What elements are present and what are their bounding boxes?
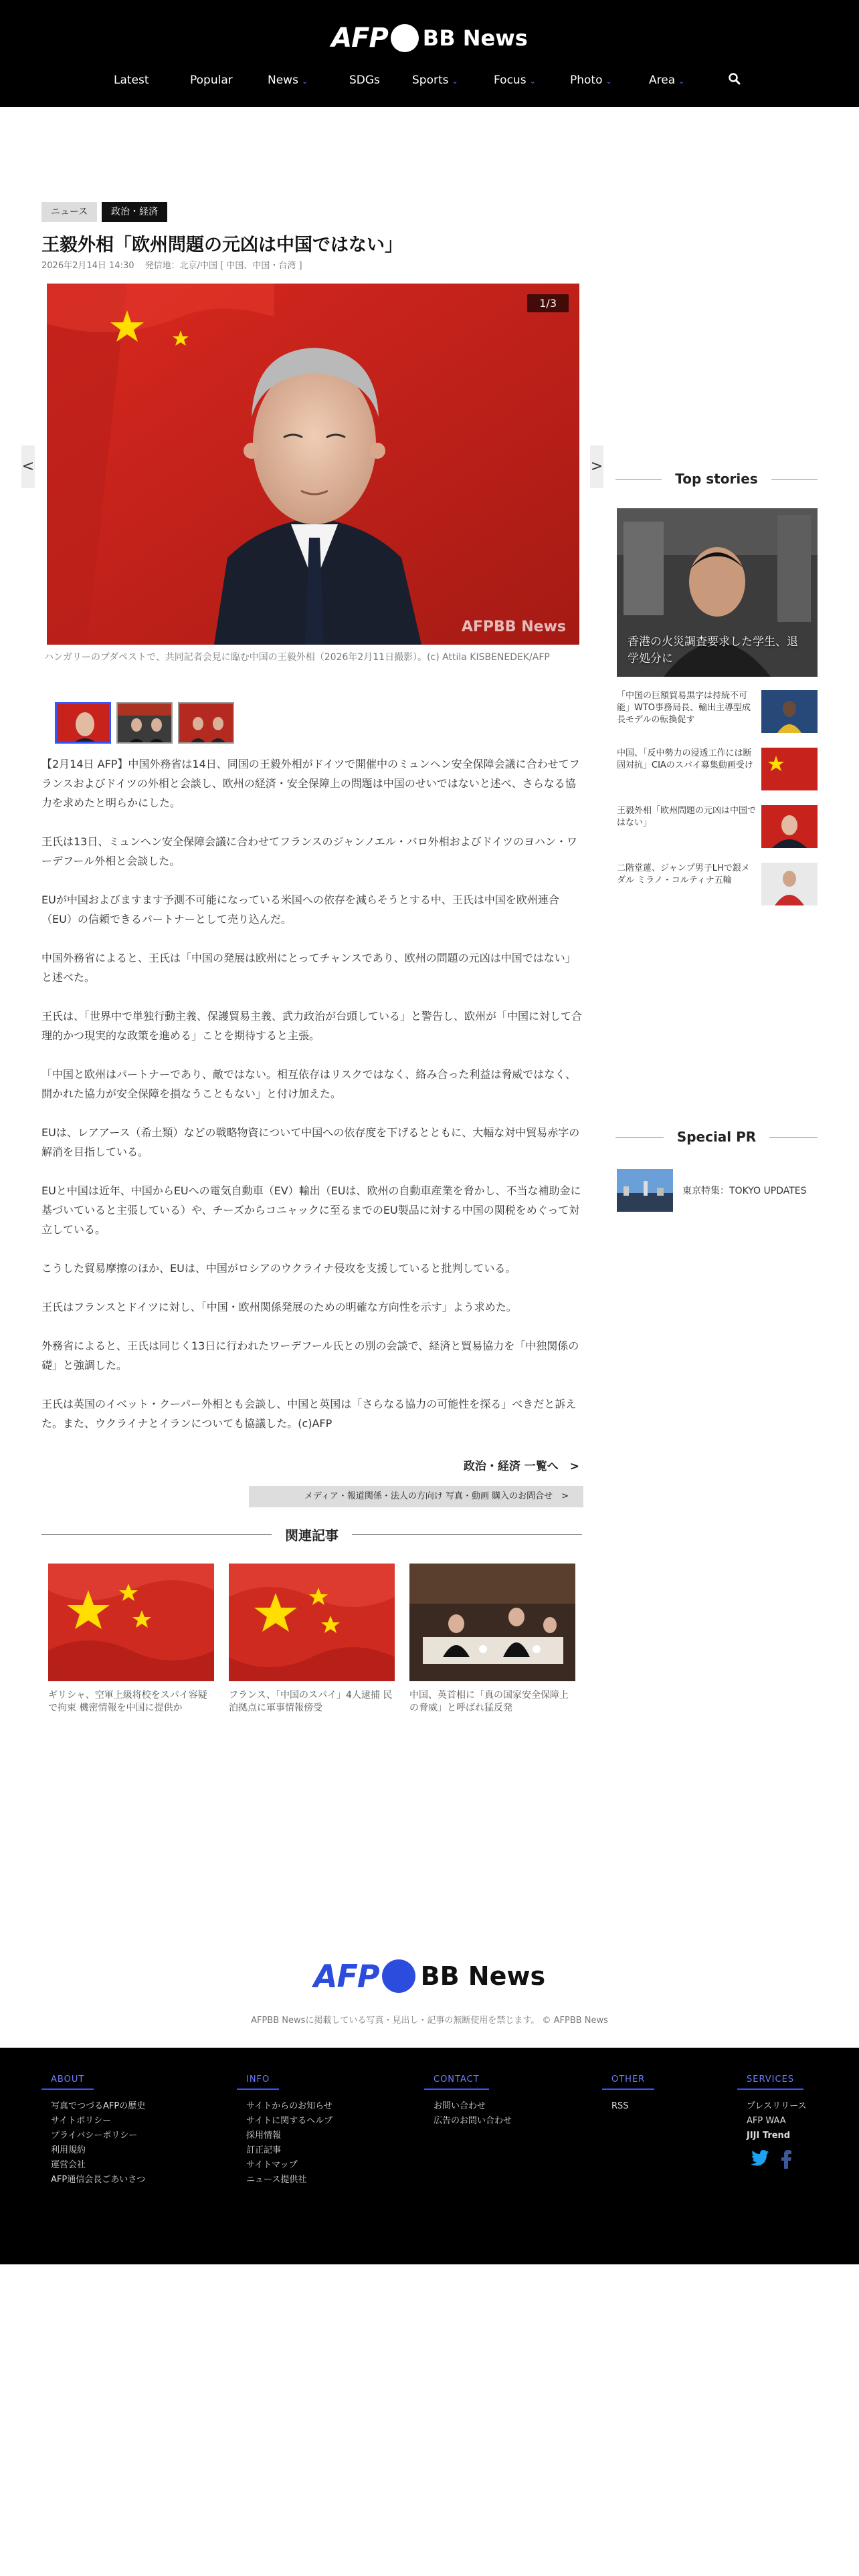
article-paragraph: EUが中国およびますます予測不可能になっている米国への依存を減らそうとする中、王氏は中国を欧州連合（EU）の信頼できるパートナーとして売り込んだ。 <box>41 893 559 926</box>
footer-link[interactable]: ニュース提供社 <box>246 2175 307 2185</box>
jiji-trend-link[interactable]: JIJI Trend <box>747 2131 791 2141</box>
related-article[interactable] <box>229 1564 395 1715</box>
logo-circle-icon <box>382 1959 415 1993</box>
footer-link[interactable]: サイトに関するヘルプ <box>246 2116 333 2126</box>
related-article-title: ギリシャ、空軍上級将校をスパイ容疑で拘束 機密情報を中国に提供か <box>48 1690 207 1713</box>
main-nav <box>0 67 859 96</box>
footer-link[interactable]: お問い合わせ <box>434 2101 486 2111</box>
top-story-thumbnail <box>761 690 818 733</box>
top-story-item[interactable] <box>617 690 818 734</box>
nav-latest[interactable]: Latest <box>114 74 149 87</box>
top-story-title: 王毅外相「欧州問題の元凶は中国ではない」 <box>617 806 757 828</box>
article-paragraph: EUと中国は近年、中国からEUへの電気自動車（EV）輸出（EUは、欧州の自動車産業を脅かし、不当な補助金に基づいていると主張している）や、チーズからコニャックに至るまでのEU製品に対する中国の関税をめぐって対立している。 <box>41 1184 581 1236</box>
top-story-thumbnail <box>761 863 818 905</box>
top-story-title: 二階堂蓮、ジャンプ男子LHで銀メダル ミラノ・コルティナ五輪 <box>617 863 750 885</box>
category-list-link[interactable]: 政治・経済 一覧へ > <box>463 1460 579 1473</box>
image-counter: 1/3 <box>527 294 569 312</box>
article-date: 2026年2月14日 14:30 <box>41 261 134 271</box>
logo-circle-icon <box>391 24 419 52</box>
chevron-down-icon: ⌄ <box>529 77 536 86</box>
top-stories-heading: Top stories <box>615 471 818 487</box>
pr-title: 東京特集：TOKYO UPDATES <box>682 1186 807 1196</box>
footer-link[interactable]: サイトポリシー <box>51 2116 112 2126</box>
article-paragraph: こうした貿易摩擦のほか、EUは、中国がロシアのウクライナ侵攻を支援していると批判している。 <box>41 1262 516 1275</box>
footer-link[interactable]: 利用規約 <box>51 2145 86 2155</box>
related-article[interactable] <box>409 1564 575 1715</box>
article-body <box>41 754 582 1453</box>
nav-sports[interactable]: Sports ⌄ <box>412 74 458 87</box>
footer-column-other: OTHER RSS <box>602 2072 654 2114</box>
footer-link[interactable]: 運営会社 <box>51 2160 86 2170</box>
social-links <box>737 2150 806 2171</box>
nav-news[interactable]: News ⌄ <box>268 74 308 87</box>
article-paragraph: 王氏は、「世界中で単独行動主義、保護貿易主義、武力政治が台頭している」と警告し、欧州が「中国に対して合理的かつ現実的な政策を進める」ことを期待すると主張。 <box>41 1010 583 1042</box>
footer-link[interactable]: 写真でつづるAFPの歴史 <box>51 2101 146 2111</box>
nav-popular[interactable]: Popular <box>190 74 233 87</box>
photo-thumbnail[interactable] <box>55 702 111 744</box>
footer-logo[interactable]: AFP BB News <box>313 1958 546 1994</box>
footer-link[interactable]: 採用情報 <box>246 2131 282 2141</box>
pr-thumbnail <box>617 1169 673 1212</box>
chevron-down-icon: ⌄ <box>678 77 685 86</box>
article-title: 王毅外相「欧州問題の元凶は中国ではない」 <box>41 235 403 255</box>
top-story-title: 中国、「反中勢力の浸透工作には断固対抗」CIAのスパイ募集動画受け <box>617 748 753 770</box>
top-story-feature[interactable] <box>617 508 818 677</box>
footer-link[interactable]: AFP通信会長ごあいさつ <box>51 2175 146 2185</box>
article-paragraph: 王氏は13日、ミュンヘン安全保障会議に合わせてフランスのジャンノエル・バロ外相およびドイツのヨハン・ワーデフール外相と会談した。 <box>41 835 578 867</box>
top-story-item[interactable] <box>617 863 818 907</box>
related-thumbnail <box>229 1564 395 1681</box>
footer-link[interactable]: サイトマップ <box>246 2160 298 2170</box>
footer-column-services: SERVICES プレスリリース AFP WAA JIJI Trend <box>737 2072 806 2171</box>
footer-link[interactable]: RSS <box>611 2101 629 2111</box>
photo-thumbnails <box>55 702 234 744</box>
main-photo[interactable] <box>47 284 579 645</box>
category-tag-politics[interactable]: 政治・経済 <box>102 202 167 222</box>
prev-image-button[interactable]: < <box>21 445 35 488</box>
related-articles-heading: 関連記事 <box>41 1525 582 1544</box>
nav-area[interactable]: Area ⌄ <box>649 74 685 87</box>
article-paragraph: 王氏は英国のイベット・クーパー外相とも会談し、中国と英国は「さらなる協力の可能性を探る」べきだと訴えた。また、ウクライナとイランについても協議した。(c)AFP <box>41 1398 577 1430</box>
article-paragraph: 【2月14日 AFP】中国外務省は14日、同国の王毅外相がドイツで開催中のミュンヘン安全保障会議に合わせてフランスおよびドイツの外相と会談し、欧州の経済・安全保障上の問題は中国のせいではないと述べ、さらなる協力を求めたと明らかにした。 <box>41 758 580 809</box>
purchase-inquiry-button[interactable]: メディア・報道関係・法人の方向け 写真・動画 購入のお問合せ > <box>249 1486 583 1507</box>
search-icon[interactable] <box>728 72 741 86</box>
divider <box>352 1534 582 1535</box>
article-paragraph: 「中国と欧州はパートナーであり、敵ではない。相互依存はリスクではなく、絡み合った利益は脅威ではなく、開かれた協力が安全保障を損なうこともない」と付け加えた。 <box>41 1068 577 1100</box>
nav-photo[interactable]: Photo ⌄ <box>570 74 612 87</box>
facebook-icon[interactable] <box>781 2150 792 2171</box>
category-tag-news[interactable]: ニュース <box>41 202 97 222</box>
chevron-down-icon: ⌄ <box>605 77 612 86</box>
article-paragraph: EUは、レアアース（希土類）などの戦略物資について中国への依存度を下げるとともに、大幅な対中貿易赤字の解消を目指している。 <box>41 1126 580 1158</box>
photo-thumbnail[interactable] <box>116 702 173 744</box>
top-story-feature-title: 香港の火災調査要求した学生、退学処分に <box>628 635 798 665</box>
related-thumbnail <box>409 1564 575 1681</box>
site-logo[interactable]: AFP BB News <box>331 23 528 53</box>
related-article-title: 中国、英首相に「真の国家安全保障上の脅威」と呼ばれ猛反発 <box>409 1690 569 1713</box>
footer-column-contact: CONTACT お問い合わせ 広告のお問い合わせ <box>424 2072 512 2129</box>
site-footer <box>0 2048 859 2264</box>
article-paragraph: 王氏はフランスとドイツに対し、「中国・欧州関係発展のための明確な方向性を示す」よう求めた。 <box>41 1301 517 1313</box>
top-story-item[interactable] <box>617 805 818 849</box>
footer-link[interactable]: 広告のお問い合わせ <box>434 2116 512 2126</box>
top-story-thumbnail <box>761 805 818 848</box>
special-pr-item[interactable] <box>617 1169 818 1213</box>
twitter-icon[interactable] <box>751 2150 769 2171</box>
footer-column-about: ABOUT 写真でつづるAFPの歴史 サイトポリシー プライバシーポリシー 利用規約 運営会社 AFP通信会長ごあいさつ <box>41 2072 145 2187</box>
divider <box>615 1137 664 1138</box>
footer-column-info: INFO サイトからのお知らせ サイトに関するヘルプ 採用情報 訂正記事 サイトマップ ニュース提供社 <box>237 2072 332 2187</box>
top-story-title: 「中国の巨額貿易黒字は持続不可能」WTO事務局長、輸出主導型成長モデルの転換促す <box>617 691 751 725</box>
footer-link[interactable]: プライバシーポリシー <box>51 2131 138 2141</box>
nav-focus[interactable]: Focus ⌄ <box>494 74 536 87</box>
photo-caption: ハンガリーのブダペストで、共同記者会見に臨む中国の王毅外相（2026年2月11日撮影）。(c) Attila KISBENEDEK/AFP <box>44 652 550 663</box>
article-paragraph: 中国外務省によると、王氏は「中国の発展は欧州にとってチャンスであり、欧州の問題の元凶は中国ではない」と述べた。 <box>41 952 576 984</box>
footer-link[interactable]: サイトからのお知らせ <box>246 2101 332 2111</box>
image-watermark: AFPBB News <box>461 619 566 635</box>
nav-sdgs[interactable]: SDGs <box>349 74 380 87</box>
site-header <box>0 0 859 107</box>
copyright-notice: AFPBB Newsに掲載している写真・見出し・記事の無断使用を禁じます。 © AFPBB News <box>251 2016 608 2026</box>
top-story-thumbnail <box>761 748 818 790</box>
chevron-down-icon: ⌄ <box>301 77 308 86</box>
article-meta <box>41 258 302 271</box>
related-article[interactable] <box>48 1564 214 1715</box>
footer-link[interactable]: AFP WAA <box>747 2116 786 2126</box>
related-thumbnail <box>48 1564 214 1681</box>
chevron-down-icon: ⌄ <box>452 77 458 86</box>
article-paragraph: 外務省によると、王氏は同じく13日に行われたワーデフール氏との別の会談で、経済と貿易協力を「中独関係の礎」と強調した。 <box>41 1339 579 1372</box>
photo-thumbnail[interactable] <box>178 702 234 744</box>
footer-link[interactable]: プレスリリース <box>747 2101 807 2111</box>
footer-link[interactable]: 訂正記事 <box>246 2145 282 2155</box>
top-story-item[interactable] <box>617 748 818 792</box>
special-pr-heading: Special PR <box>615 1129 818 1145</box>
divider <box>769 1137 818 1138</box>
article-location: 発信地：北京/中国 [ 中国、中国・台湾 ] <box>145 261 302 271</box>
related-article-title: フランス、「中国のスパイ」4人逮捕 民泊拠点に軍事情報傍受 <box>229 1690 393 1713</box>
divider <box>41 1534 272 1535</box>
next-image-button[interactable]: > <box>590 445 603 488</box>
